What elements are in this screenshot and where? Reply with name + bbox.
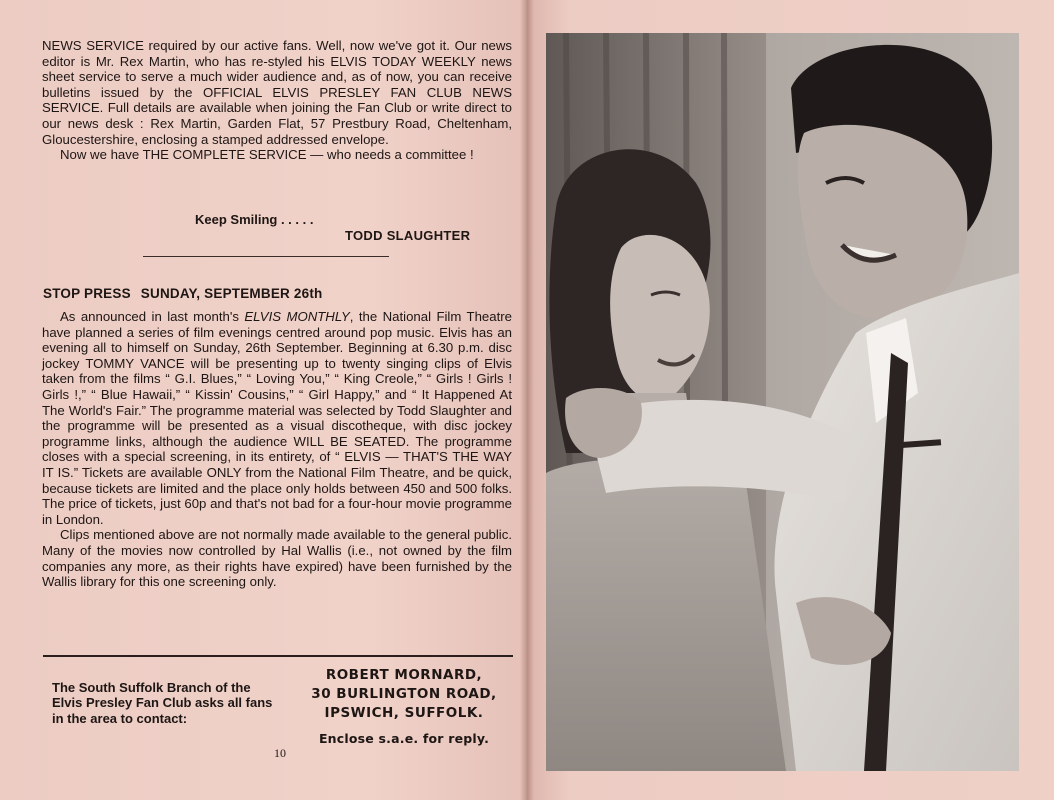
complete-service-paragraph: Now we have THE COMPLETE SERVICE — who needs a committee !	[60, 147, 474, 163]
stop-press-paragraph-1	[42, 309, 512, 527]
news-service-section	[42, 38, 512, 163]
branch-notice-text: The South Suffolk Branch of the Elvis Presley Fan Club asks all fans in the area to contact:	[52, 680, 273, 726]
page-gutter	[520, 0, 534, 800]
p1-intro: As announced in last month's	[60, 309, 245, 324]
address-street: 30 BURLINGTON ROAD,	[311, 686, 497, 702]
photo-icon	[546, 33, 1019, 771]
branch-contact-address	[294, 666, 514, 748]
signoff-name: TODD SLAUGHTER	[345, 228, 471, 243]
notice-divider	[43, 655, 513, 657]
reply-note: Enclose s.a.e. for reply.	[318, 731, 490, 746]
stop-press-paragraph-2: Clips mentioned above are not normally made available to the general public. Many of the movies now controlled by Hal Wallis (i.e., not owned by the film companies any more, as their rights have expired) have been furnished by the Wallis library for this one screening only.	[42, 527, 512, 590]
stop-press-heading	[43, 286, 333, 301]
film-still-photo	[546, 33, 1019, 771]
news-service-paragraph: NEWS SERVICE required by our active fans. Well, now we've got it. Our news editor is Mr. Rex Martin, who has re-styled his ELVIS TODAY WEEKLY news sheet service to serve a much wider audience and, as of now, you can receive bulletins issued by the OFFICIAL ELVIS PRESLEY FAN CLUB NEWS SERVICE. Full details are available when joining the Fan Club or write direct to our news desk : Rex Martin, Garden Flat, 57 Prestbury Road, Cheltenham, Gloucestershire, enclosing a stamped addressed envelope.	[42, 38, 512, 147]
address-name: ROBERT MORNARD,	[325, 667, 483, 683]
magazine-title: ELVIS MONTHLY	[244, 309, 350, 324]
stop-press-section	[42, 309, 512, 590]
stop-press-date: SUNDAY, SEPTEMBER 26th	[140, 286, 323, 301]
page-number: 10	[274, 746, 286, 760]
p1-body: , the National Film Theatre have planned a series of film evenings centred around pop music. Elvis has an evening all to himself on Sunday, 26th September. Beginning at 6.30 p.m. disc jockey TOMMY VANCE will be presenting up to twenty singing clips of Elvis taken from the films “ G.I. Blues,” “ Loving You,” “ King Creole,” “ Girls ! Girls ! Girls !,” “ Blue Hawaii,” “ Kissin' Cousins,” “ Girl Happy,” and “ It Happened At The World's Fair.” The programme material was selected by Todd Slaughter and the programme will be presented as a visual discotheque, with disc jockey programme links, although the audience WILL BE SEATED. The programme closes with a special screening, in its entirety, of “ ELVIS — THAT'S THE WAY IT IS.” Tickets are available ONLY from the National Film Theatre, and be quick, because tickets are limited and the place only holds between 450 and 500 folks. The price of tickets, just 60p and that's not bad for a four-hour movie programme in London.	[42, 309, 512, 527]
signoff-greeting: Keep Smiling . . . . .	[195, 212, 314, 227]
stop-press-label: STOP PRESS	[43, 286, 131, 301]
section-divider	[143, 256, 389, 257]
address-town: IPSWICH, SUFFOLK.	[324, 705, 484, 721]
